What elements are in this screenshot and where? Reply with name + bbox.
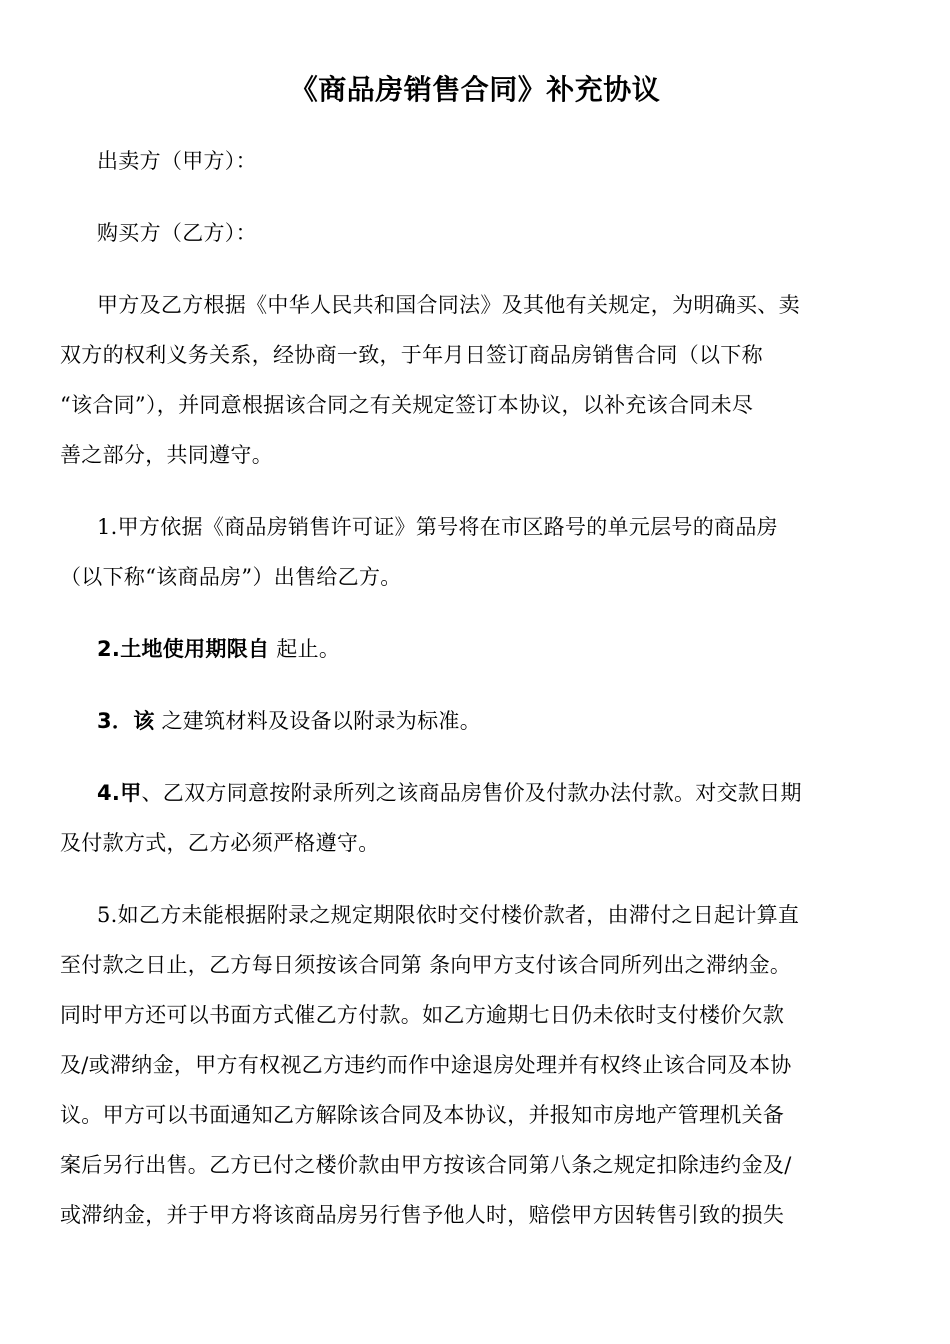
clause-2 bbox=[97, 634, 927, 664]
intro-line-1: 甲方及乙方根据《中华人民共和国合同法》及其他有关规定，为明确买、卖 bbox=[97, 293, 800, 317]
intro-line-3: “该合同”），并同意根据该合同之有关规定签订本协议，以补充该合同未尽 bbox=[60, 393, 754, 417]
clause-2-label: 2.土地使用期限自 bbox=[97, 637, 270, 661]
clause-5-line-4: 及/或滞纳金，甲方有权视乙方违约而作中途退房处理并有权终止该合同及本协 bbox=[60, 1053, 792, 1077]
clause-5-line-5: 议。甲方可以书面通知乙方解除该合同及本协议，并报知市房地产管理机关备 bbox=[60, 1103, 785, 1127]
clause-3-text: 之建筑材料及设备以附录为标准。 bbox=[154, 709, 481, 733]
seller-line: 出卖方（甲方）： bbox=[97, 149, 257, 173]
intro-line-4: 善之部分，共同遵守。 bbox=[60, 443, 273, 467]
clause-4-line-1 bbox=[97, 778, 927, 808]
clause-5-line-1: 5.如乙方未能根据附录之规定期限依时交付楼价款者，由滞付之日起计算直 bbox=[97, 903, 800, 927]
document-title: 《商品房销售合同》补充协议 bbox=[289, 73, 661, 106]
clause-3 bbox=[97, 706, 927, 736]
clause-4-label: 4.甲 bbox=[97, 781, 142, 805]
intro-line-2: 双方的权利义务关系，经协商一致，于年月日签订商品房销售合同（以下称 bbox=[60, 343, 763, 367]
clause-1-line-1: 1.甲方依据《商品房销售许可证》第号将在市区路号的单元层号的商品房 bbox=[97, 515, 778, 539]
clause-4-line-2: 及付款方式，乙方必须严格遵守。 bbox=[60, 831, 380, 855]
clause-2-text: 起止。 bbox=[269, 637, 341, 661]
clause-3-label: 3．该 bbox=[97, 709, 155, 733]
clause-5-line-6: 案后另行出售。乙方已付之楼价款由甲方按该合同第八条之规定扣除违约金及/ bbox=[60, 1153, 792, 1177]
clause-4-text: 、乙双方同意按附录所列之该商品房售价及付款办法付款。对交款日期 bbox=[141, 781, 802, 805]
clause-5-line-2: 至付款之日止，乙方每日须按该合同第 条向甲方支付该合同所列出之滞纳金。 bbox=[60, 953, 792, 977]
buyer-line: 购买方（乙方）： bbox=[97, 221, 257, 245]
clause-5-line-3: 同时甲方还可以书面方式催乙方付款。如乙方逾期七日仍未依时支付楼价欠款 bbox=[60, 1003, 785, 1027]
clause-1-line-2: （以下称“该商品房”）出售给乙方。 bbox=[60, 565, 402, 589]
clause-5-line-7: 或滞纳金，并于甲方将该商品房另行售予他人时，赔偿甲方因转售引致的损失 bbox=[60, 1203, 785, 1227]
